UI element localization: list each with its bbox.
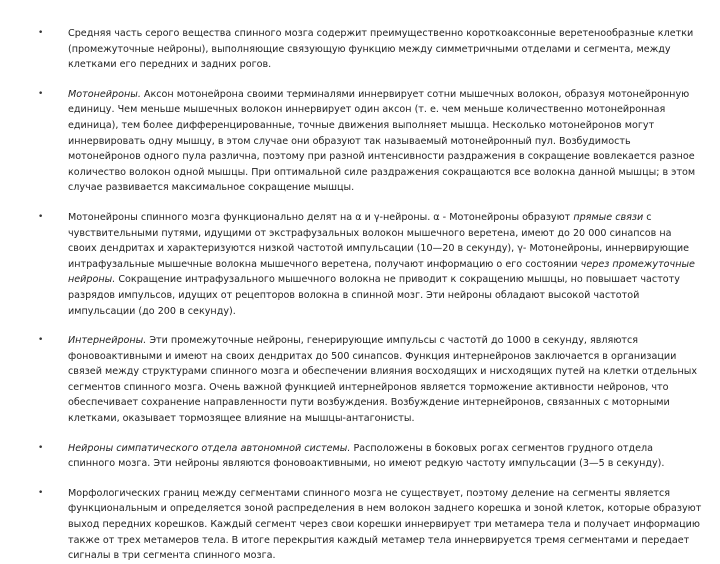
paragraph-text: Аксон мотонейрона своими терминалями иннервирует сотни мышечных волокон, образуя мотонейронную единицу. Чем меньше мышечных волокон иннервирует один аксон (т. е. чем меньше количественно мотонейронная единица), тем более дифференцированные, точные движения выполняет мышца. Несколько мотонейронов могут иннервировать одну мышцу, в этом случае они образуют так называемый мотонейронный пул. Возбудимость мотонейронов одного пула различна, поэтому при разной интенсивности раздражения в сокращение вовлекается разное количество волокон одной мышцы. При оптимальной силе раздражения сокращаются все волокна данной мышцы; в этом случае развивается максимальное сокращение мышцы. <box>68 88 696 194</box>
paragraph-text: Морфологических границ между сегментами спинного мозга не существует, поэтому деление на сегменты является функциональным и определяется зоной распределения в нем волокон заднего корешка и зоной клеток, которые образуют выход передних корешков. Каждый сегмент через свои корешки иннервирует три метамера тела и получает информацию также от трех метамеров тела. В итоге перекрытия каждый метамер тела иннервируется тремя сегментами и передает сигналы в три сегмента спинного мозга. <box>68 487 702 562</box>
paragraph-text: с чувствительными путями, идущими от экстрафузальных волокон мышечного веретена, имеют до 20 000 синапсов на своих дендритах и характеризуются низкой частотой импульсации (10—20 в секунду), γ- Мотонейроны, иннервирующие интрафузальные мышечные волокна мышечного веретена, получают информацию о его состоянии <box>68 211 690 270</box>
paragraph-text: Эти промежуточные нейроны, генерирующие импульсы с частотй до 1000 в секунду, являются фоновоактивными и имеют на своих дендритах до 500 синапсов. Функция интернейронов заключается в организации связей между структурами спинного мозга и обеспечении влияния восходящих и нисходящих путей на клетки отдельных сегментов спинного мозга. Очень важной функцией интернейронов является торможение активности нейронов, что обеспечивает сохранение направленности пути возбуждения. Возбуждение интернейронов, связанных с моторными клетками, оказывает тормозящее влияние на мышцы-антагонисты. <box>68 335 698 425</box>
list-item <box>38 26 702 73</box>
bullet-icon: • <box>38 211 44 222</box>
list-item <box>38 210 702 319</box>
paragraph-emphasis: прямые связи <box>573 211 644 223</box>
list-item <box>38 333 702 427</box>
paragraph-text: Мотонейроны спинного мозга функционально делят на α и γ-нейроны. α - Мотонейроны образуют <box>68 211 574 223</box>
list-item <box>38 441 702 472</box>
paragraph-text: Средняя часть серого вещества спинного мозга содержит преимущественно короткоаксонные веретенообразные клетки (промежуточные нейроны), выполняющие связующую функцию между симметричными отделами и сегмента, между клетками его передних и задних рогов. <box>68 28 694 71</box>
paragraph-lead: Мотонейроны. <box>68 88 141 100</box>
paragraph-text: Расположены в боковых рогах сегментов грудного отдела спинного мозга. Эти нейроны являются фоновоактивными, но имеют редкую частоту импульсации (3—5 в секунду). <box>68 442 665 470</box>
bullet-icon: • <box>38 487 44 498</box>
bullet-icon: • <box>38 442 44 453</box>
bullet-list <box>38 26 702 564</box>
paragraph-text: Сокращение интрафузального мышечного волокна не приводит к сокращению мышцы, но повышает частоту разрядов импульсов, идущих от рецепторов волокна в спинной мозг. Эти нейроны обладают высокой частотой импульсации (до 200 в секунду). <box>68 274 680 317</box>
bullet-icon: • <box>38 335 44 346</box>
paragraph-emphasis: через промежуточные нейроны. <box>68 258 695 286</box>
paragraph-lead: Нейроны симпатического отдела автономной системы. <box>68 442 351 454</box>
list-item <box>38 486 702 564</box>
bullet-icon: • <box>38 28 44 38</box>
list-item <box>38 87 702 196</box>
paragraph-lead: Интернейроны. <box>68 335 147 347</box>
bullet-icon: • <box>38 88 44 99</box>
